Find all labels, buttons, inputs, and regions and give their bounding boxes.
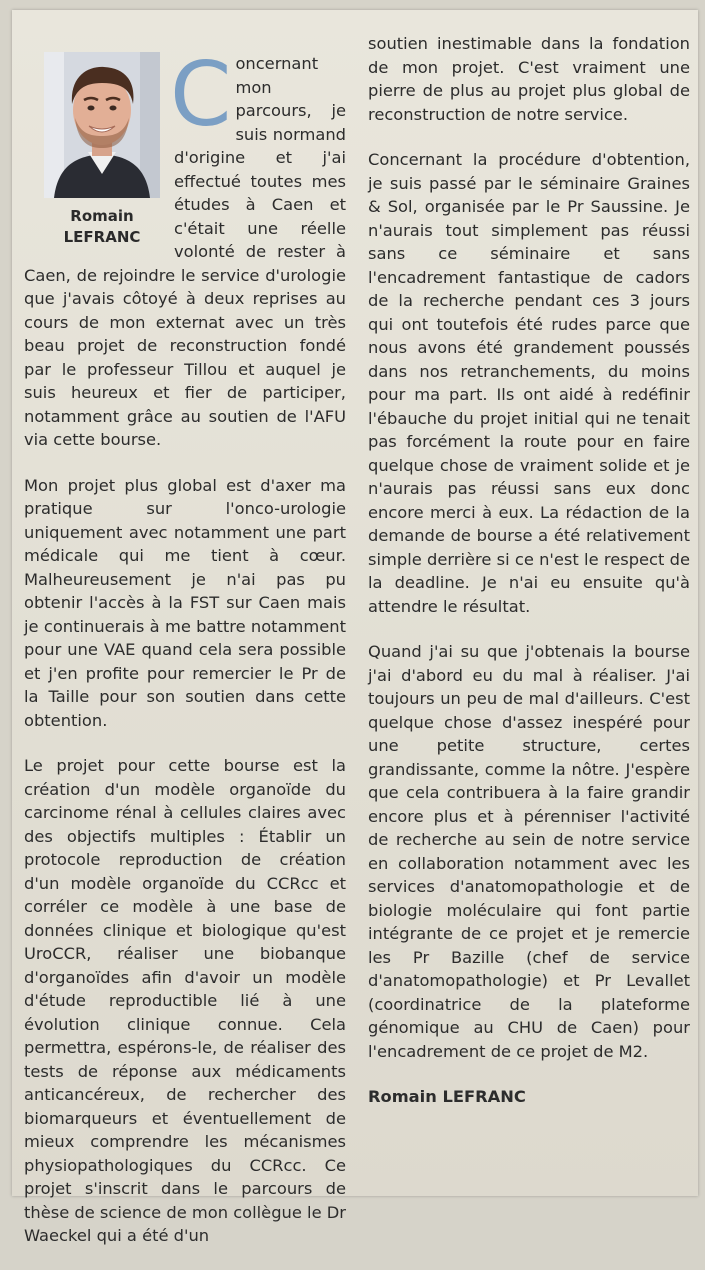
paragraph-continuation: soutien inestimable dans la fondation de mon projet. C'est vraiment une pierre de plus au projet plus global de reconstruction de notre service. [368,34,690,124]
author-photo-block [44,52,160,248]
paragraph-result: Quand j'ai su que j'obtenais la bourse j'ai d'abord eu du mal à réaliser. J'ai toujours un peu de mal d'ailleurs. C'est quelque chose d'assez inespéré pour une petite structure, certes grandissante, comme la nôtre. J'espère que cela contribuera à la faire grandir encore plus et à pérenniser l'activité de recherche au sein de notre service en collaboration notamment avec les services d'anatomopathologie et de biologie moléculaire qui font partie intégrante de ce projet et je remercie les Pr Bazille (chef de service d'anatomopathologie) et Pr Levallet (coordinatrice de la plateforme génomique au CHU de Caen) pour l'encadrement de ce projet de M2. [368,642,690,1061]
paragraph-project-description: Le projet pour cette bourse est la création d'un modèle organoïde du carcinome rénal à cellules claires avec des objectifs multiples : Établir un protocole reproduction de création d'un modèle organoïde du CCRcc et corréler ce modèle à une base de données clinique et biologique qu'est UroCCR, réaliser une biobanque d'organoïdes afin d'avoir un modèle d'étude reproductible lié à une évolution clinique connue. Cela permettra, espérons-le, de réaliser des tests de réponse aux médicaments anticancéreux, de rechercher des biomarqueurs et éventuellement de mieux comprendre les mécanismes physiopathologiques du CCRcc. Ce projet s'inscrit dans le parcours de thèse de science de mon collègue le Dr Waeckel qui a été d'un [24,756,346,1245]
right-column [368,32,690,1131]
paragraph-project-goal: Mon projet plus global est d'axer ma pratique sur l'onco-urologie uniquement avec notamment une part médicale qui me tient à cœur. Malheureusement je n'ai pas pu obtenir l'accès à la FST sur Caen mais je continuerais à me battre notamment pour une VAE quand cela sera possible et j'en profite pour remercier le Pr de la Taille pour son soutien dans cette obtention. [24,475,346,730]
signature: Romain LEFRANC [368,1087,526,1106]
author-caption [44,206,160,248]
drop-cap: C [170,43,232,146]
author-first-name: Romain [70,207,134,225]
author-portrait [44,52,160,198]
intro-text: oncernant mon parcours, je suis normand d'origine et j'ai effectué toutes mes études à Caen et c'était une réelle volonté de rester à Caen, de rejoindre le service d'urologie que j'avais côtoyé à deux reprises au cours de mon externat avec un très beau projet de reconstruction fondé par le professeur Tillou et auquel je suis heureux et fier de participer, notamment grâce au soutien de l'AFU via cette bourse. [24,54,346,449]
magazine-page [12,10,698,1245]
left-column [24,32,346,1270]
author-last-name: LEFRANC [63,228,141,246]
paragraph-procedure: Concernant la procédure d'obtention, je suis passé par le séminaire Graines & Sol, organisée par le Pr Saussine. Je n'aurais tout simplement pas réussi sans ce séminaire et sans l'encadrement fantastique de cadors de la recherche pendant ces 3 jours qui ont toutefois été rudes parce que nous avons été grandement poussés dans nos retranchements, du moins pour ma part. Ils ont aidé à redéfinir l'ébauche du projet initial qui ne tenait pas forcément la route pour en faire quelque chose de vraiment solide et je n'aurais pas réussi sans eux donc encore merci à eux. La rédaction de la demande de bourse a été relativement simple derrière si ce n'est le respect de la deadline. Je n'ai eu ensuite qu'à attendre le résultat. [368,150,690,616]
portrait-illustration [44,52,160,198]
